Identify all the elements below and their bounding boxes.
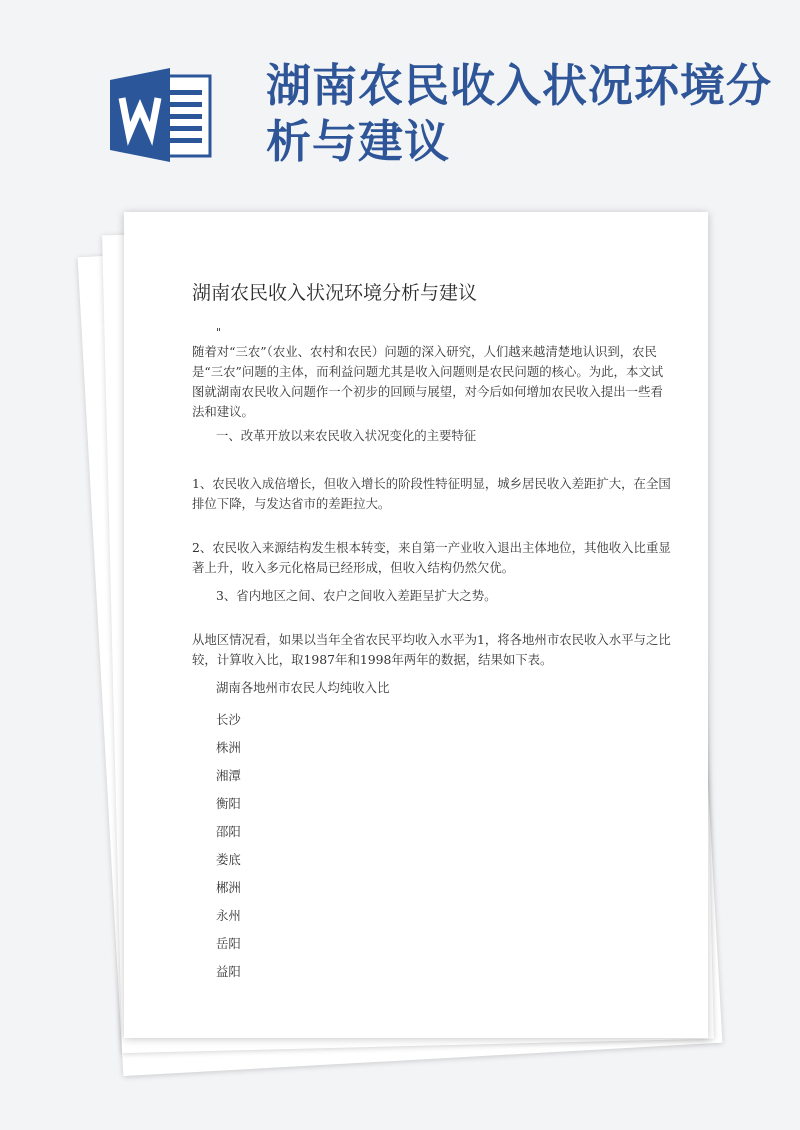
point-paragraph: 1、农民收入成倍增长，但收入增长的阶段性特征明显，城乡居民收入差距扩大，在全国排位下降，与发达省市的差距拉大。 (192, 476, 671, 511)
header-title: 湖南农民收入状况环境分析与建议 (266, 59, 773, 168)
point-paragraph: 3、省内地区之间、农户之间收入差距呈扩大之势。 (216, 588, 497, 603)
point-paragraph: 2、农民收入来源结构发生根本转变，来自第一产业收入退出主体地位，其他收入比重显著上升，收入多元化格局已经形成，但收入结构仍然欠优。 (192, 540, 671, 575)
document-title: 湖南农民收入状况环境分析与建议 (192, 282, 478, 304)
word-document-icon (108, 66, 214, 164)
section-heading: 一、改革开放以来农民收入状况变化的主要特征 (216, 428, 477, 443)
city-item: 衡阳 (216, 796, 241, 811)
city-item: 益阳 (216, 964, 241, 979)
intro-paragraph: 随着对“三农”（农业、农村和农民）问题的深入研究，人们越来越清楚地认识到，农民是“三农”问题的主体，而利益问题尤其是收入问题则是农民问题的核心。为此，本文试图就湖南农民收入问题作一个初步的回顾与展望，对今后如何增加农民收入提出一些看法和建议。 (192, 344, 664, 419)
region-paragraph: 从地区情况看，如果以当年全省农民平均收入水平为1，将各地州市农民收入水平与之比较，计算收入比，取1987年和1998年两年的数据，结果如下表。 (192, 632, 671, 667)
city-item: 永州 (216, 908, 241, 923)
city-item: 郴洲 (216, 880, 241, 895)
city-item: 娄底 (216, 852, 241, 867)
city-item: 长沙 (216, 712, 241, 727)
city-item: 岳阳 (216, 936, 241, 951)
city-item: 湘潭 (216, 768, 241, 783)
city-list (216, 706, 241, 986)
city-item: 邵阳 (216, 824, 241, 839)
quote-mark: " (216, 326, 222, 339)
document-page (124, 212, 708, 1038)
table-title: 湖南各地州市农民人均纯收入比 (216, 680, 390, 695)
city-item: 株洲 (216, 740, 241, 755)
